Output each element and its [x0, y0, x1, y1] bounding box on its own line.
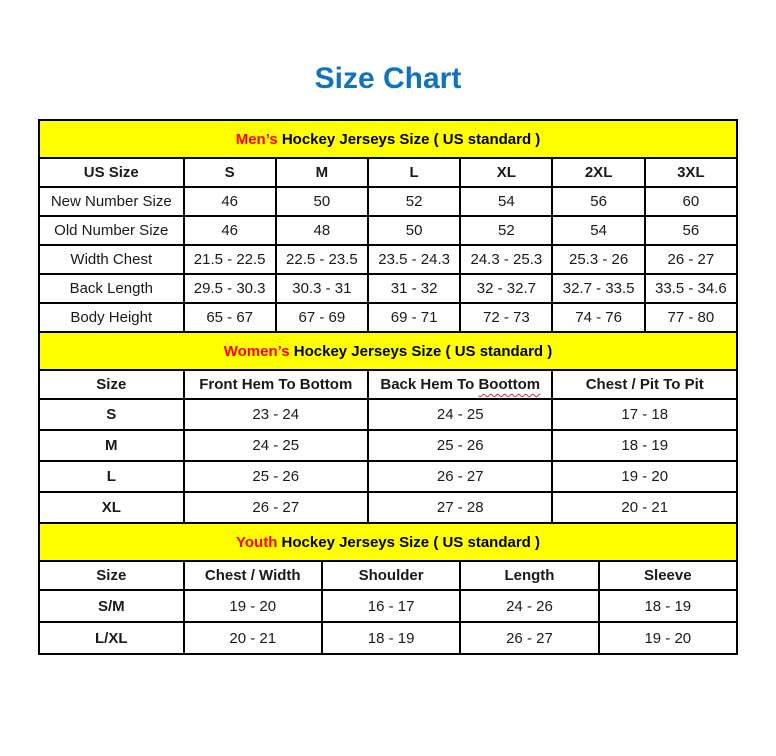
table-cell: 26 - 27: [645, 245, 737, 274]
table-cell: 23.5 - 24.3: [368, 245, 460, 274]
mens-size-table: [38, 119, 738, 333]
table-row: [39, 245, 737, 274]
table-cell: 20 - 21: [552, 492, 737, 523]
column-header: Front Hem To Bottom: [184, 370, 368, 399]
table-cell: 52: [368, 187, 460, 216]
table-cell: 19 - 20: [184, 590, 322, 622]
row-header: New Number Size: [39, 187, 184, 216]
column-header: XL: [460, 158, 552, 187]
section-header-row: [39, 332, 737, 370]
table-cell: 74 - 76: [552, 303, 644, 332]
table-cell: 54: [460, 187, 552, 216]
row-header: S: [39, 399, 184, 430]
section-header-row: [39, 523, 737, 561]
row-header: Body Height: [39, 303, 184, 332]
column-header: [368, 370, 552, 399]
row-header: M: [39, 430, 184, 461]
table-cell: 56: [645, 216, 737, 245]
table-cell: 32 - 32.7: [460, 274, 552, 303]
table-cell: 18 - 19: [599, 590, 737, 622]
table-cell: 54: [552, 216, 644, 245]
table-cell: 19 - 20: [599, 622, 737, 654]
row-header: Back Length: [39, 274, 184, 303]
page-title: Size Chart: [314, 62, 462, 95]
table-cell: 60: [645, 187, 737, 216]
table-cell: 46: [184, 187, 276, 216]
table-cell: 52: [460, 216, 552, 245]
column-header: Shoulder: [322, 561, 460, 590]
youth-size-table: [38, 522, 738, 655]
table-cell: 24 - 25: [184, 430, 368, 461]
table-cell: 26 - 27: [184, 492, 368, 523]
table-cell: 25 - 26: [368, 430, 552, 461]
table-cell: 56: [552, 187, 644, 216]
row-header: XL: [39, 492, 184, 523]
table-cell: 24.3 - 25.3: [460, 245, 552, 274]
row-header: S/M: [39, 590, 184, 622]
table-cell: 77 - 80: [645, 303, 737, 332]
table-cell: 22.5 - 23.5: [276, 245, 368, 274]
mens-section-header: [39, 120, 737, 158]
table-cell: 21.5 - 22.5: [184, 245, 276, 274]
table-cell: 30.3 - 31: [276, 274, 368, 303]
womens-section-header: [39, 332, 737, 370]
misspelled-word: Boottom: [478, 376, 541, 393]
section-header-highlight: Men’s: [235, 130, 278, 148]
column-header: Size: [39, 561, 184, 590]
table-cell: 31 - 32: [368, 274, 460, 303]
column-header: 3XL: [645, 158, 737, 187]
section-header-text: Hockey Jerseys Size ( US standard ): [277, 130, 541, 148]
table-row: [39, 430, 737, 461]
section-header-highlight: Women’s: [223, 342, 290, 360]
column-header: Length: [460, 561, 598, 590]
section-header-text: Hockey Jerseys Size ( US standard ): [289, 342, 553, 360]
table-cell: 18 - 19: [322, 622, 460, 654]
table-cell: 50: [276, 187, 368, 216]
table-row: [39, 274, 737, 303]
table-cell: 33.5 - 34.6: [645, 274, 737, 303]
column-header: Sleeve: [599, 561, 737, 590]
table-cell: 69 - 71: [368, 303, 460, 332]
column-header: L: [368, 158, 460, 187]
table-cell: 16 - 17: [322, 590, 460, 622]
table-row: [39, 461, 737, 492]
womens-size-table: [38, 331, 738, 524]
table-cell: 25.3 - 26: [552, 245, 644, 274]
row-header: L/XL: [39, 622, 184, 654]
table-row: [39, 187, 737, 216]
table-cell: 23 - 24: [184, 399, 368, 430]
table-cell: 65 - 67: [184, 303, 276, 332]
row-header: L: [39, 461, 184, 492]
youth-section-header: [39, 523, 737, 561]
column-header-row: [39, 370, 737, 399]
section-header-row: [39, 120, 737, 158]
table-cell: 48: [276, 216, 368, 245]
column-header: Size: [39, 370, 184, 399]
column-header: 2XL: [552, 158, 644, 187]
table-row: [39, 216, 737, 245]
table-row: [39, 622, 737, 654]
table-cell: 27 - 28: [368, 492, 552, 523]
column-header: M: [276, 158, 368, 187]
table-cell: 46: [184, 216, 276, 245]
column-header-row: [39, 158, 737, 187]
table-cell: 17 - 18: [552, 399, 737, 430]
section-header-highlight: Youth: [236, 533, 278, 551]
table-cell: 67 - 69: [276, 303, 368, 332]
table-cell: 50: [368, 216, 460, 245]
column-header: S: [184, 158, 276, 187]
column-header: Chest / Pit To Pit: [552, 370, 737, 399]
row-header: Width Chest: [39, 245, 184, 274]
table-cell: 24 - 25: [368, 399, 552, 430]
table-cell: 19 - 20: [552, 461, 737, 492]
size-tables: [38, 119, 738, 655]
table-cell: 26 - 27: [368, 461, 552, 492]
table-row: [39, 399, 737, 430]
table-cell: 32.7 - 33.5: [552, 274, 644, 303]
table-cell: 26 - 27: [460, 622, 598, 654]
table-row: [39, 492, 737, 523]
table-cell: 29.5 - 30.3: [184, 274, 276, 303]
table-cell: 25 - 26: [184, 461, 368, 492]
table-cell: 72 - 73: [460, 303, 552, 332]
table-row: [39, 303, 737, 332]
column-header-text: Back Hem To: [380, 376, 479, 393]
column-header: Chest / Width: [184, 561, 322, 590]
size-chart-document: [0, 64, 776, 655]
column-header: US Size: [39, 158, 184, 187]
row-header: Old Number Size: [39, 216, 184, 245]
column-header-row: [39, 561, 737, 590]
table-cell: 24 - 26: [460, 590, 598, 622]
table-cell: 18 - 19: [552, 430, 737, 461]
table-cell: 20 - 21: [184, 622, 322, 654]
section-header-text: Hockey Jerseys Size ( US standard ): [277, 533, 540, 551]
table-row: [39, 590, 737, 622]
